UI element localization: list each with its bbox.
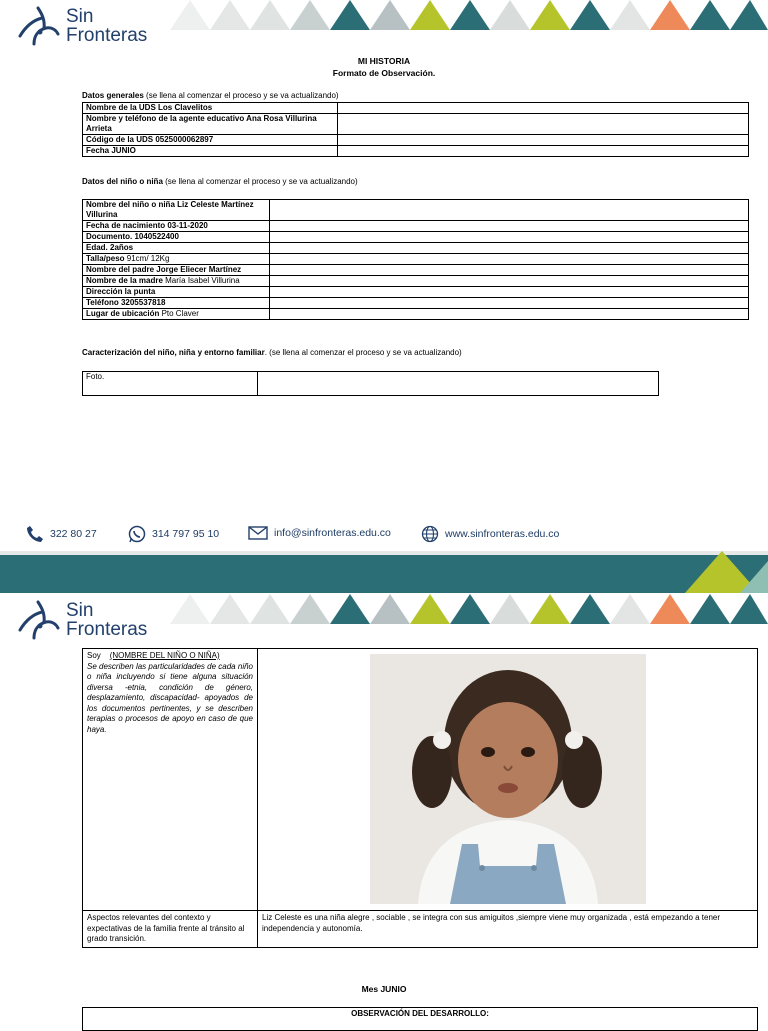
photo-label: Foto. bbox=[83, 372, 258, 396]
table-row bbox=[83, 309, 749, 320]
row-value bbox=[270, 298, 749, 309]
document-subtitle: Formato de Observación. bbox=[332, 68, 436, 78]
observation-heading: OBSERVACIÓN DEL DESARROLLO: bbox=[83, 1008, 758, 1031]
child-data-table bbox=[82, 199, 749, 320]
row-label: Nombre de la UDS Los Clavelitos bbox=[83, 103, 338, 114]
contact-web[interactable]: www.sinfronteras.edu.co bbox=[421, 525, 559, 543]
contact-email[interactable]: info@sinfronteras.edu.co bbox=[248, 525, 391, 541]
observation-table bbox=[82, 1007, 758, 1031]
table-row bbox=[83, 649, 758, 911]
row-value bbox=[270, 243, 749, 254]
row-label: Talla/peso 91cm/ 12Kg bbox=[83, 254, 270, 265]
brand-name: Sin Fronteras bbox=[66, 6, 148, 46]
table-row bbox=[83, 243, 749, 254]
row-value bbox=[338, 103, 749, 114]
profile-table bbox=[82, 648, 758, 948]
row-value bbox=[338, 135, 749, 146]
document-title: MI HISTORIA bbox=[357, 56, 411, 66]
row-label: Código de la UDS 0525000062897 bbox=[83, 135, 338, 146]
general-data-table bbox=[82, 102, 749, 157]
row-value bbox=[338, 146, 749, 157]
table-row bbox=[83, 200, 749, 221]
row-label: Fecha JUNIO bbox=[83, 146, 338, 157]
month-label: Mes JUNIO bbox=[361, 984, 407, 994]
table-row bbox=[83, 135, 749, 146]
table-row bbox=[83, 911, 758, 948]
table-row bbox=[83, 276, 749, 287]
row-label: Nombre de la madre María Isabel Villurina bbox=[83, 276, 270, 287]
table-row bbox=[83, 254, 749, 265]
row-value bbox=[270, 276, 749, 287]
table-row bbox=[83, 298, 749, 309]
photo-table bbox=[82, 371, 659, 396]
table-row bbox=[83, 232, 749, 243]
row-label: Documento. 1040522400 bbox=[83, 232, 270, 243]
photo-cell bbox=[258, 372, 659, 396]
table-row bbox=[83, 287, 749, 298]
envelope-icon bbox=[248, 525, 268, 541]
row-value bbox=[270, 221, 749, 232]
row-value bbox=[270, 265, 749, 276]
row-label: Dirección la punta bbox=[83, 287, 270, 298]
context-text: Liz Celeste es una niña alegre , sociable , se integra con sus amiguitos ,siempre viene muy organizada , está empezando a tener independencia y autonomía. bbox=[258, 911, 758, 948]
brand-logo bbox=[12, 4, 147, 48]
general-section-label: Datos generales (se llena al comenzar el proceso y se va actualizando) bbox=[82, 91, 339, 100]
row-value bbox=[270, 254, 749, 265]
child-photo bbox=[370, 654, 646, 904]
profile-description: Se describen las particularidades de cada niño o niña incluyendo si tiene alguna situación diversa -etnia, condición de género, desplazamiento, discapacidad- apoyados de los documentos pertinentes, y se describen terapias o procesos de apoyo en caso de que haya. bbox=[87, 661, 253, 734]
row-value bbox=[270, 232, 749, 243]
name-placeholder: (NOMBRE DEL NIÑO O NIÑA) bbox=[109, 651, 220, 660]
decorative-triangle-band-page2 bbox=[170, 594, 768, 624]
table-row bbox=[83, 221, 749, 232]
decorative-triangle-band bbox=[170, 0, 768, 30]
row-value bbox=[270, 309, 749, 320]
row-label: Edad. 2años bbox=[83, 243, 270, 254]
child-portrait-image bbox=[370, 654, 646, 904]
row-label: Nombre del padre Jorge Eliecer Martínez bbox=[83, 265, 270, 276]
context-label: Aspectos relevantes del contexto y expectativas de la familia frente al tránsito al grado transición. bbox=[83, 911, 258, 948]
table-row bbox=[83, 146, 749, 157]
characterization-section-label: Caracterización del niño, niña y entorno familiar. (se llena al comenzar el proceso y se va actualizando) bbox=[82, 348, 462, 357]
brand-name: Sin Fronteras bbox=[66, 600, 148, 640]
row-label: Teléfono 3205537818 bbox=[83, 298, 270, 309]
row-label: Lugar de ubicación Pto Claver bbox=[83, 309, 270, 320]
footer-contacts bbox=[0, 525, 768, 549]
logo-mark-icon bbox=[12, 598, 62, 642]
row-value bbox=[270, 287, 749, 298]
profile-photo-cell bbox=[258, 649, 758, 911]
table-row bbox=[83, 114, 749, 135]
brand-logo-page2 bbox=[12, 598, 147, 642]
page-break-band bbox=[0, 551, 768, 593]
profile-description-cell: Soy (NOMBRE DEL NIÑO O NIÑA) Se describen las particularidades de cada niño o niña incluyendo si tiene alguna situación diversa -etnia, condición de género, desplazamiento, discapacidad- apoyados de los documentos pertinentes, y se describen terapias o procesos de apoyo en caso de que haya. bbox=[83, 649, 258, 911]
table-row bbox=[83, 103, 749, 114]
decorative-triangles bbox=[0, 551, 768, 593]
row-value bbox=[338, 114, 749, 135]
row-label: Nombre del niño o niña Liz Celeste Martínez Villurina bbox=[83, 200, 270, 221]
phone-icon bbox=[26, 525, 44, 543]
contact-whatsapp[interactable]: 314 797 95 10 bbox=[128, 525, 219, 543]
table-row bbox=[83, 1008, 758, 1031]
table-row bbox=[83, 372, 659, 396]
logo-mark-icon bbox=[12, 4, 62, 48]
contact-phone1[interactable]: 322 80 27 bbox=[26, 525, 97, 543]
row-label: Fecha de nacimiento 03-11-2020 bbox=[83, 221, 270, 232]
child-section-label: Datos del niño o niña (se llena al comenzar el proceso y se va actualizando) bbox=[82, 177, 358, 186]
globe-icon bbox=[421, 525, 439, 543]
row-value bbox=[270, 200, 749, 221]
table-row bbox=[83, 265, 749, 276]
whatsapp-icon bbox=[128, 525, 146, 543]
row-label: Nombre y teléfono de la agente educativo Ana Rosa Villurina Arrieta bbox=[83, 114, 338, 135]
